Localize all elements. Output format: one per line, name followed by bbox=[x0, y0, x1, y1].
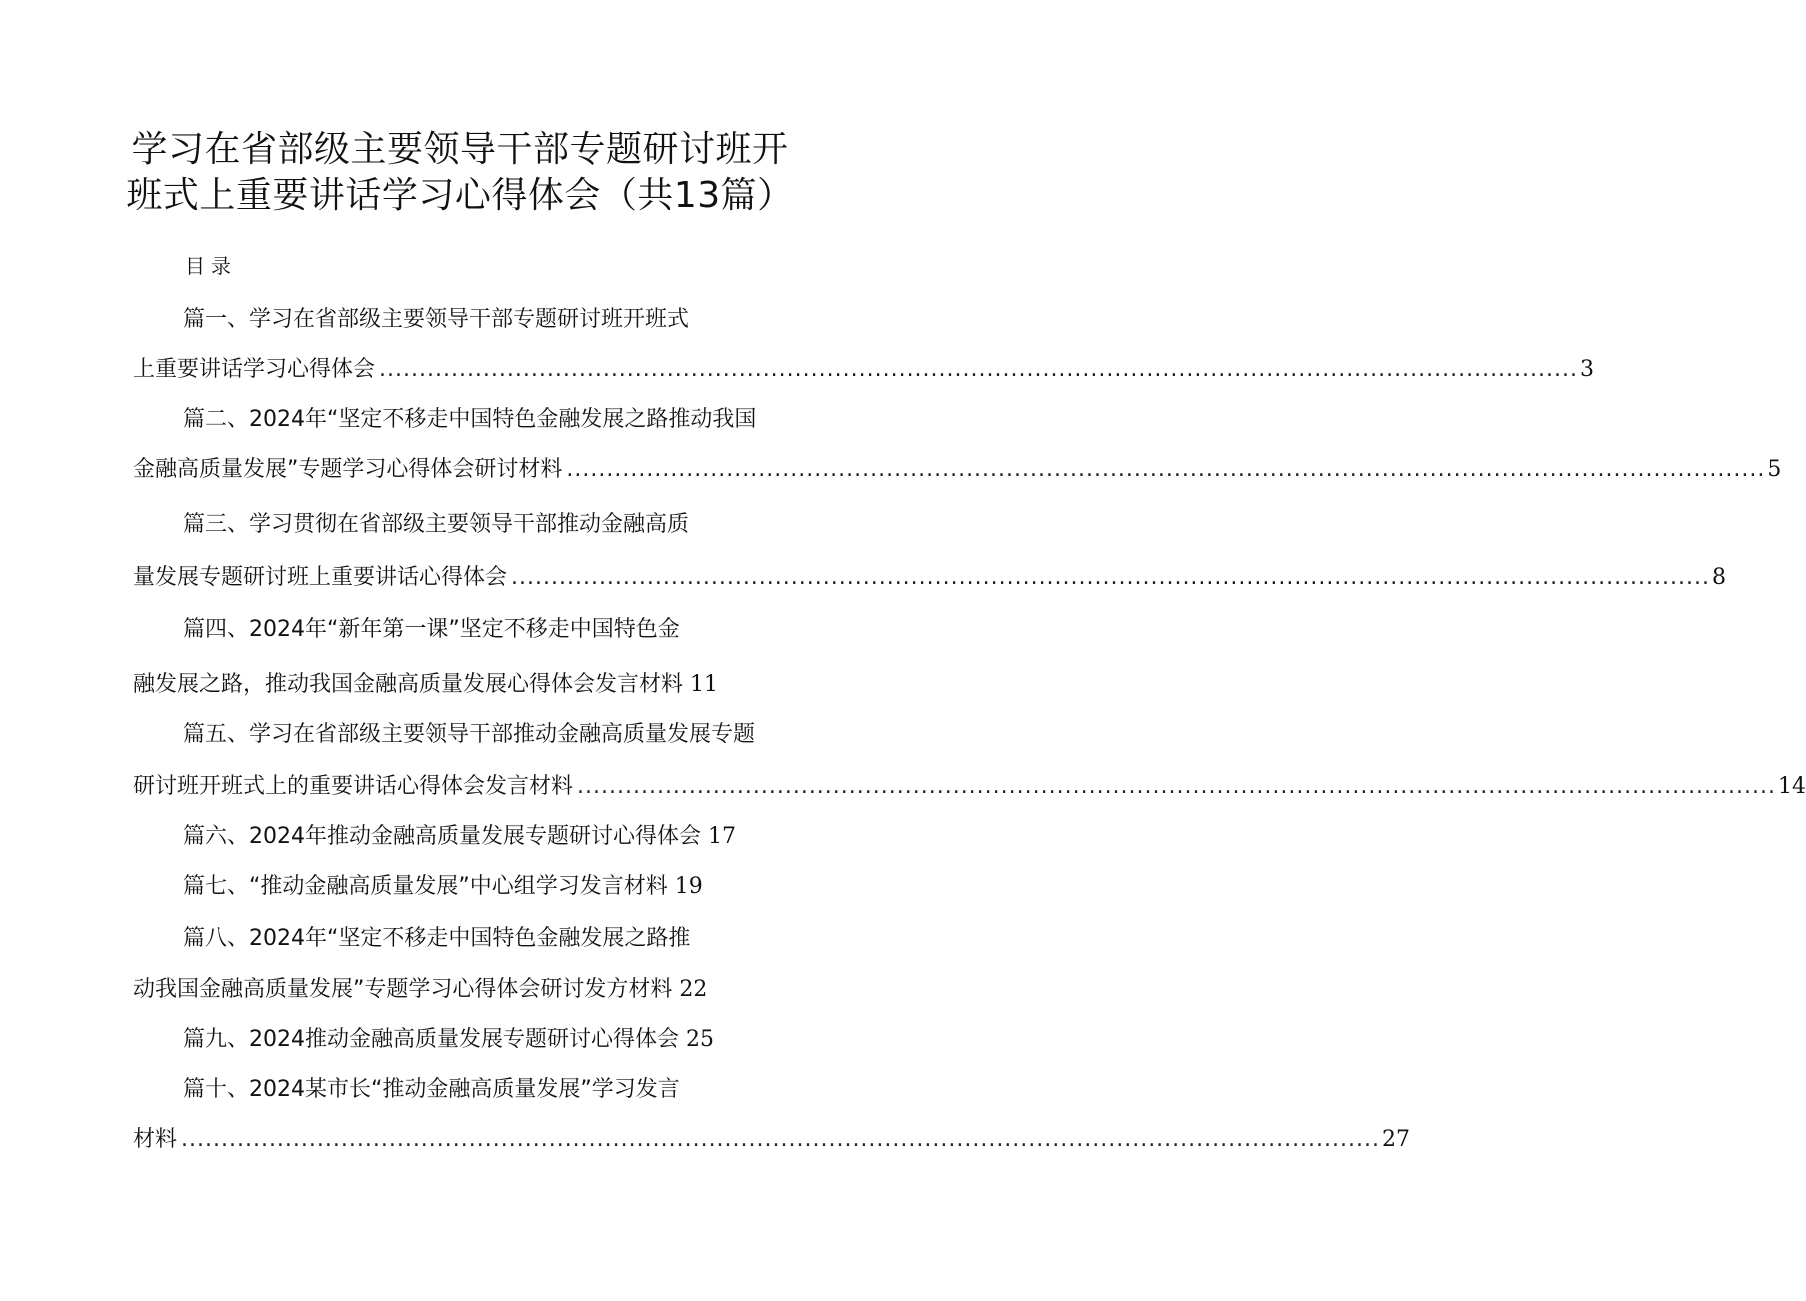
toc-heading: 目录 bbox=[185, 254, 237, 278]
toc-entry-5-text: 研讨班开班式上的重要讲话心得体会发言材料 bbox=[133, 774, 574, 799]
toc-entry-2-line-2 bbox=[133, 455, 1782, 485]
toc-entry-10-leader: ...................................................................................................................................................... bbox=[181, 1127, 1380, 1152]
toc-entry-5-line-2 bbox=[133, 772, 1806, 802]
toc-entry-5-leader: ...................................................................................................................................................... bbox=[577, 774, 1776, 799]
document-title-line-2: 班式上重要讲话学习心得体会（共13篇） bbox=[126, 175, 794, 216]
toc-entry-2-leader: ...................................................................................................................................................... bbox=[566, 457, 1766, 482]
toc-entry-10-line-1: 篇十、2024某市长“推动金融高质量发展”学习发言 bbox=[183, 1077, 680, 1102]
toc-entry-8-text: 动我国金融高质量发展”专题学习心得体会研讨发方材料 bbox=[133, 977, 673, 1002]
toc-entry-9 bbox=[183, 1025, 714, 1055]
toc-entry-7 bbox=[183, 872, 703, 902]
toc-entry-9-page: 25 bbox=[686, 1027, 714, 1052]
toc-entry-7-page: 19 bbox=[674, 874, 703, 899]
toc-entry-3-page: 8 bbox=[1712, 565, 1726, 590]
toc-entry-5-line-1: 篇五、学习在省部级主要领导干部推动金融高质量发展专题 bbox=[183, 722, 756, 747]
document-title-line-1: 学习在省部级主要领导干部专题研讨班开 bbox=[131, 129, 789, 170]
toc-entry-2-page: 5 bbox=[1767, 457, 1782, 482]
toc-entry-2-line-1: 篇二、2024年“坚定不移走中国特色金融发展之路推动我国 bbox=[183, 407, 757, 432]
toc-entry-8-line-2 bbox=[133, 975, 707, 1005]
toc-entry-1-page: 3 bbox=[1580, 357, 1594, 382]
toc-entry-3-line-1: 篇三、学习贯彻在省部级主要领导干部推动金融高质 bbox=[183, 512, 690, 537]
toc-entry-4-page: 11 bbox=[690, 672, 719, 697]
toc-entry-4-text: 融发展之路，推动我国金融高质量发展心得体会发言材料 bbox=[133, 672, 684, 697]
toc-entry-1-text: 上重要讲话学习心得体会 bbox=[133, 357, 376, 382]
toc-entry-5-page: 14 bbox=[1778, 774, 1806, 799]
toc-entry-10-line-2 bbox=[133, 1125, 1410, 1155]
toc-entry-10-text: 材料 bbox=[133, 1127, 178, 1152]
toc-entry-4-line-2 bbox=[133, 670, 718, 700]
toc-entry-1-line-1: 篇一、学习在省部级主要领导干部专题研讨班开班式 bbox=[183, 307, 690, 332]
toc-entry-2-text: 金融高质量发展”专题学习心得体会研讨材料 bbox=[133, 457, 563, 482]
toc-entry-1-line-2 bbox=[133, 355, 1594, 385]
toc-entry-6 bbox=[183, 822, 736, 852]
toc-entry-3-leader: ...................................................................................................................................................... bbox=[511, 565, 1710, 590]
toc-entry-7-text: 篇七、“推动金融高质量发展”中心组学习发言材料 bbox=[183, 874, 668, 899]
toc-entry-10-page: 27 bbox=[1382, 1127, 1410, 1152]
toc-entry-3-text: 量发展专题研讨班上重要讲话心得体会 bbox=[133, 565, 508, 590]
toc-entry-8-line-1: 篇八、2024年“坚定不移走中国特色金融发展之路推 bbox=[183, 926, 691, 951]
toc-entry-8-page: 22 bbox=[679, 977, 708, 1002]
toc-entry-1-leader: ...................................................................................................................................................... bbox=[379, 357, 1578, 382]
toc-entry-3-line-2 bbox=[133, 563, 1726, 593]
toc-entry-9-text: 篇九、2024推动金融高质量发展专题研讨心得体会 bbox=[183, 1027, 679, 1052]
toc-entry-6-text: 篇六、2024年推动金融高质量发展专题研讨心得体会 bbox=[183, 824, 701, 849]
toc-entry-4-line-1: 篇四、2024年“新年第一课”坚定不移走中国特色金 bbox=[183, 617, 680, 642]
toc-entry-6-page: 17 bbox=[708, 824, 736, 849]
